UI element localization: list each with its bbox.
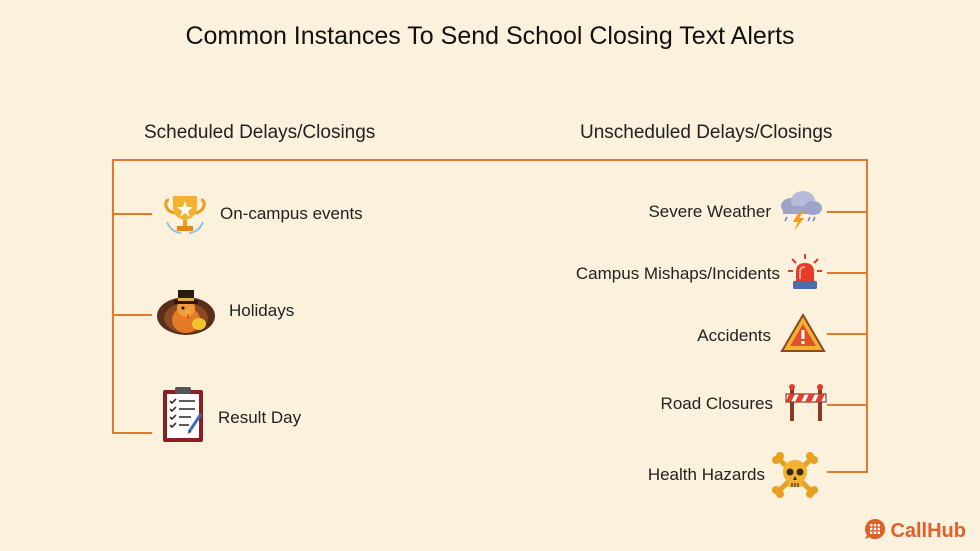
right-branch-3 [827, 333, 868, 335]
left-branch-2 [112, 314, 152, 316]
item-label-health-hazards: Health Hazards [647, 465, 765, 484]
right-branch-2 [827, 272, 868, 274]
left-branch-3 [112, 432, 152, 434]
page-title: Common Instances To Send School Closing Text Alerts [185, 22, 795, 50]
item-label-campus-mishaps: Campus Mishaps/Incidents [575, 264, 780, 283]
callhub-brand-name: CallHub [890, 520, 966, 542]
road-barrier-icon [785, 384, 827, 422]
callhub-logo-icon [864, 518, 886, 545]
item-label-severe-weather: Severe Weather [648, 202, 771, 221]
warning-triangle-icon [780, 313, 826, 353]
item-label-road-closures: Road Closures [660, 394, 773, 413]
right-branch-5 [827, 471, 868, 473]
right-branch-1 [827, 211, 868, 213]
callhub-logo [864, 518, 966, 545]
trophy-icon [163, 192, 207, 236]
right-spine [866, 159, 868, 473]
left-spine [112, 159, 114, 434]
left-branch-1 [112, 213, 152, 215]
top-connector [112, 159, 868, 161]
skull-crossbones-icon [772, 452, 818, 498]
storm-cloud-icon [777, 190, 823, 232]
item-label-holidays: Holidays [229, 301, 295, 320]
scheduled-heading: Scheduled Delays/Closings [144, 122, 376, 143]
unscheduled-heading: Unscheduled Delays/Closings [580, 122, 833, 143]
clipboard-checklist-icon [161, 386, 205, 444]
turkey-icon [155, 286, 217, 336]
right-branch-4 [827, 404, 868, 406]
siren-icon [787, 253, 823, 291]
item-label-on-campus-events: On-campus events [220, 204, 363, 223]
item-label-result-day: Result Day [218, 408, 302, 427]
item-label-accidents: Accidents [697, 326, 771, 345]
